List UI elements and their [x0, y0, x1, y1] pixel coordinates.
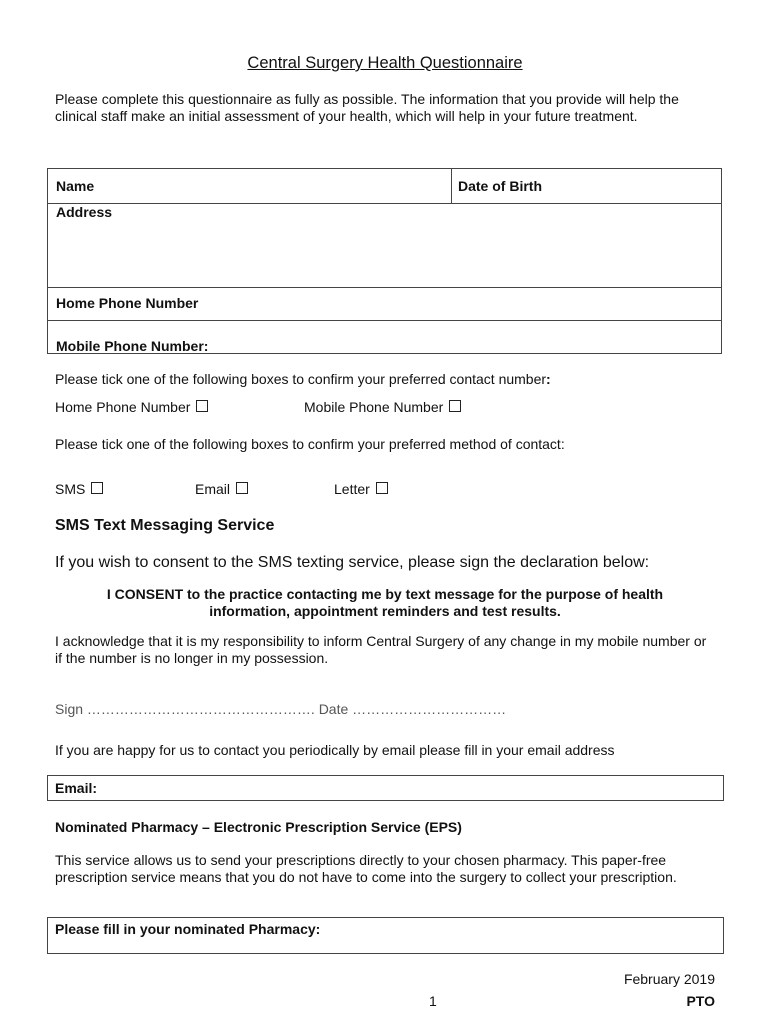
pharmacy-heading: Nominated Pharmacy – Electronic Prescription Service (EPS) — [55, 819, 462, 835]
sms-acknowledgement: I acknowledge that it is my responsibility to inform Central Surgery of any change in my mobile number or if the number is no longer in my possession. — [55, 633, 707, 666]
email-option[interactable]: Email — [195, 481, 248, 497]
name-field-label: Name — [56, 178, 95, 194]
pharmacy-field-label: Please fill in your nominated Pharmacy: — [55, 921, 321, 937]
sms-option[interactable]: SMS — [55, 481, 103, 497]
page-title: Central Surgery Health Questionnaire — [247, 54, 523, 72]
sms-section-heading: SMS Text Messaging Service — [55, 517, 275, 534]
email-checkbox[interactable] — [236, 482, 248, 494]
address-field-label: Address — [56, 204, 113, 220]
intro-paragraph: Please complete this questionnaire as fully as possible. The information that you provide will help the clinical staff make an initial assessment of your health, which will help in your future treatment. — [55, 91, 679, 124]
sms-consent-line-1: I CONSENT to the practice contacting me by text message for the purpose of health — [106, 586, 664, 602]
mobile-phone-option[interactable]: Mobile Phone Number — [304, 399, 461, 415]
sms-checkbox[interactable] — [91, 482, 103, 494]
email-prompt: If you are happy for us to contact you periodically by email please fill in your email address — [55, 742, 615, 758]
personal-details-table — [47, 168, 722, 354]
pharmacy-field-box[interactable] — [47, 917, 724, 954]
email-field-box[interactable] — [47, 775, 724, 801]
letter-checkbox[interactable] — [376, 482, 388, 494]
email-field-label: Email: — [55, 780, 98, 796]
home-phone-checkbox[interactable] — [196, 400, 208, 412]
sms-consent-intro: If you wish to consent to the SMS texting service, please sign the declaration below: — [55, 554, 650, 571]
contact-number-prompt: Please tick one of the following boxes to confirm your preferred contact number: — [55, 371, 551, 387]
contact-method-prompt: Please tick one of the following boxes to confirm your preferred method of contact: — [55, 436, 565, 452]
home-phone-option[interactable]: Home Phone Number — [55, 399, 208, 415]
dob-field-label: Date of Birth — [458, 178, 542, 194]
letter-option[interactable]: Letter — [334, 481, 388, 497]
mobile-phone-field-label: Mobile Phone Number: — [56, 338, 209, 354]
sms-consent-line-2: information, appointment reminders and test results. — [209, 603, 561, 619]
pharmacy-description: This service allows us to send your prescriptions directly to your chosen pharmacy. This paper-free prescription service means that you do not have to come into the surgery to collect your prescription. — [55, 852, 677, 885]
signature-date-line[interactable]: Sign …………………………………………. Date …………………………… — [55, 701, 507, 717]
footer-date: February 2019 — [623, 971, 715, 987]
mobile-phone-checkbox[interactable] — [449, 400, 461, 412]
please-turn-over: PTO — [686, 993, 715, 1009]
page-number: 1 — [429, 993, 437, 1009]
home-phone-field-label: Home Phone Number — [56, 295, 199, 311]
